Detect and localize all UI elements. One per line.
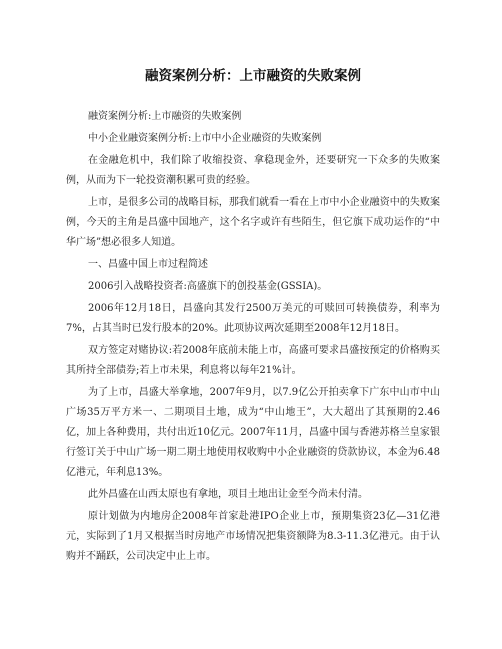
paragraph-11: 原计划做为内地房企2008年首家赴港IPO企业上市，预期集资23亿—31亿港元，实际到了1月又根据当时房地产市场情况把集资额降为8.3-11.3亿港元。由于认购并不踊跃，公司决定中止上市。	[66, 511, 440, 562]
paragraph-4: 上市，是很多公司的战略目标，那我们就看一看在上市中小企业融资中的失败案例，今天的主角是昌盛中国地产，这个名字或许有些陌生，但它旗下成功运作的“中华广场”想必很多人知道。	[66, 197, 440, 248]
paragraph-1: 融资案例分析:上市融资的失败案例	[88, 111, 242, 122]
document-body	[66, 107, 440, 567]
paragraph-10: 此外昌盛在山西太原也有拿地，项目土地出让金至今尚未付清。	[88, 489, 368, 500]
section-heading: 一、昌盛中国上市过程简述	[88, 259, 208, 270]
paragraph-8: 双方签定对赌协议:若2008年底前未能上市，高盛可要求昌盛按预定的价格购买其所持全部债券;若上市未果，利息将以每年21%计。	[66, 345, 440, 376]
paragraph-6: 2006引入战略投资者:高盛旗下的创投基金(GSSIA)。	[88, 281, 328, 292]
paragraph-9: 为了上市，昌盛大举拿地，2007年9月，以7.9亿公开拍卖拿下广东中山市中山广场35万平方米一、二期项目土地，成为“中山地王”，大大超出了其预期的2.46亿，加上各种费用，共付出近10亿元。2007年11月，昌盛中国与香港苏格兰皇家银行签订关于中山广场一期二期土地使用权收购中小企业融资的贷款协议，本金为6.48亿港元，年利息13%。	[66, 387, 440, 478]
paragraph-2: 中小企业融资案例分析:上市中小企业融资的失败案例	[88, 133, 322, 144]
paragraph-7: 2006年12月18日，昌盛向其发行2500万美元的可赎回可转换债券，利率为7%，占其当时已发行股本的20%。此项协议两次延期至2008年12月18日。	[66, 303, 440, 334]
document-title: 融资案例分析：上市融资的失败案例	[145, 68, 361, 84]
paragraph-3: 在金融危机中，我们除了收缩投资、拿稳现金外，还要研究一下众多的失败案例，从而为下一轮投资潮积累可贵的经验。	[66, 155, 440, 186]
